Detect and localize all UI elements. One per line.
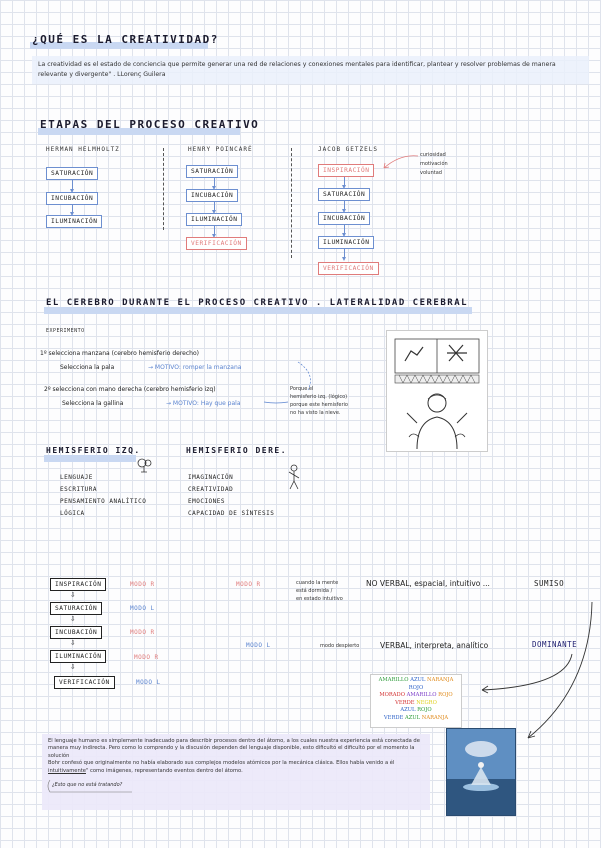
lenguaje-note: ¿Esto que no está tratando? [52,782,123,788]
annotation-line: Porque el [290,386,314,392]
definition-quote: La creatividad es el estado de conciencia que permite generar una red de relaciones y conexiones mentales para identificar, plantear y resolver problemas de manera relevante y divergente" . LLorenç Guilera [32,56,589,84]
helmholtz-step: SATURACIÓN [46,167,98,180]
modo-r-note: está dormida / [296,588,333,594]
modo-step: INSPIRACIÓN [50,578,106,591]
flow-arrow [344,201,345,210]
stroop-word: AMARILLO [406,692,437,699]
hemisferio-izq-title: HEMISFERIO IZQ. [46,446,141,455]
modo-tag: MODO R [134,654,159,661]
getzels-step: INSPIRACIÓN [318,164,374,177]
author-poincare: HENRY POINCARÉ [188,146,253,153]
side-note: motivación [420,161,448,167]
side-note: voluntad [420,170,442,176]
stroop-word: VERDE [395,699,415,706]
modo-l-type: DOMINANTE [532,640,578,649]
modo-l-note: modo despierto [320,643,360,649]
surreal-painting [446,728,516,816]
annotation-line: porque este hemisferio [290,402,348,408]
modo-step: ILUMINACIÓN [50,650,106,663]
stroop-word: MORADO [379,692,405,699]
experiment-1-line2: Selecciona la pala [60,364,115,371]
modo-tag: MODO L [130,605,155,612]
stroop-word: NEGRO [416,699,437,706]
modo-r-note: en estado intuitivo [296,596,343,602]
modo-step: SATURACIÓN [50,602,102,615]
intuitivamente-link: intuitivamente [48,767,86,774]
experiment-2-line2: Selecciona la gallina [62,400,124,407]
modo-r-note: cuando la mente [296,580,339,586]
experimento-label: EXPERIMENTO [46,328,85,334]
hemisferio-izq-highlight [44,455,136,462]
poincare-step: VERIFICACIÓN [186,237,247,250]
poincare-step: ILUMINACIÓN [186,213,242,226]
stroop-word: AZUL [410,677,426,683]
lenguaje-note-bracket [46,778,136,794]
flow-arrow [214,178,215,187]
stroop-word: AZUL [404,714,421,721]
getzels-step: VERIFICACIÓN [318,262,379,275]
flow-arrow [344,225,345,234]
modo-step-arrow: ⇩ [70,590,76,600]
izq-item: PENSAMIENTO ANALÍTICO [60,498,147,505]
stroop-test [370,674,462,728]
modo-tag: MODO L [136,679,161,686]
side-note-arrow [380,152,420,176]
modo-step-arrow: ⇩ [70,614,76,624]
stroop-word: AMARILLO [378,677,409,683]
flow-arrow [344,177,345,186]
poincare-step: INCUBACIÓN [186,189,238,202]
etapas-title: ETAPAS DEL PROCESO CREATIVO [40,118,260,131]
helmholtz-step: ILUMINACIÓN [46,215,102,228]
modo-step-arrow: ⇩ [70,638,76,648]
lenguaje-paragraph-2: Bohr confesó que originalmente no había elaborado sus complejos modelos atómicos por la mecánica clásica. Ellos había venido a él intuitivamente" como imágenes, representando eventos dentro del átomo. [48,760,395,774]
hemisferio-der-title: HEMISFERIO DERE. [186,446,288,455]
stroop-word: ROJO [417,707,432,714]
getzels-step: INCUBACIÓN [318,212,370,225]
cerebro-title: EL CEREBRO DURANTE EL PROCESO CREATIVO . LATERALIDAD CEREBRAL [46,298,469,308]
izq-item: LENGUAJE [60,474,93,481]
lenguaje-paragraph-1: El lenguaje humano es simplemente inadecuado para describir procesos dentro del átomo, a los cuales nuestra experiencia está conectada de manera muy indirecta. Pero como lo comprendo y la discusión dependen del lenguaje disponible, esto dificultó el dificultó por el momento la solución [48,738,420,759]
cerebro-highlight [44,307,472,314]
getzels-step: ILUMINACIÓN [318,236,374,249]
side-note: curiosidad [420,152,446,158]
stroop-word: ROJO [438,692,453,699]
flow-arrow [344,249,345,258]
stroop-word: VERDE [383,714,404,721]
split-brain-illustration [386,330,488,452]
sumiso-arrow [520,598,600,748]
experiment-1-motivo: → MOTIVO: romper la manzana [148,364,242,371]
modo-l-desc: VERBAL, interpreta, analítico [380,641,489,650]
flow-arrow [72,180,73,190]
stroop-word: AZUL [400,707,416,714]
flow-arrow [214,226,215,235]
thinking-figure-icon [136,457,154,473]
experiment-2-motivo: → MOTIVO: Hay que pala [166,400,241,407]
stroop-word: NARANJA [427,677,454,683]
der-item: CAPACIDAD DE SÍNTESIS [188,510,275,517]
der-item: EMOCIONES [188,498,226,505]
flow-arrow [72,204,73,213]
izq-item: LÓGICA [60,510,85,517]
experiment-1-line1: 1º selecciona manzana (cerebro hemisferio derecho) [40,350,199,357]
modo-tag: MODO R [130,629,155,636]
modo-step: VERIFICACIÓN [54,676,115,689]
stroop-word: ROJO [408,684,424,691]
author-helmholtz: HERMAN HELMHOLTZ [46,146,120,153]
modo-r-desc: NO VERBAL, espacial, intuitivo ... [366,579,490,588]
artist-figure-icon [286,463,302,493]
modo-l-label: MODO L [246,642,271,649]
lenguaje-box [42,734,430,810]
column-divider [291,148,292,258]
modo-step: INCUBACIÓN [50,626,102,639]
annotation-line: hemisferio izq. (lógico) [290,394,348,400]
modo-tag: MODO R [130,581,155,588]
modo-r-label: MODO R [236,581,261,588]
annotation-line: no ha visto la nieve. [290,410,341,416]
flow-arrow [214,202,215,211]
experiment-2-line1: 2º selecciona con mano derecha (cerebro hemisferio izq) [44,386,216,393]
modo-r-type: SUMISO [534,579,565,588]
helmholtz-step: INCUBACIÓN [46,192,98,205]
column-divider [163,148,164,230]
modo-step-arrow: ⇩ [70,662,76,672]
author-getzels: JACOB GETZELS [318,146,378,153]
page-title: ¿QUÉ ES LA CREATIVIDAD? [32,33,219,46]
der-item: CREATIVIDAD [188,486,234,493]
getzels-step: SATURACIÓN [318,188,370,201]
poincare-step: SATURACIÓN [186,165,238,178]
stroop-word: NARANJA [421,714,449,721]
der-item: IMAGINACIÓN [188,474,234,481]
izq-item: ESCRITURA [60,486,98,493]
